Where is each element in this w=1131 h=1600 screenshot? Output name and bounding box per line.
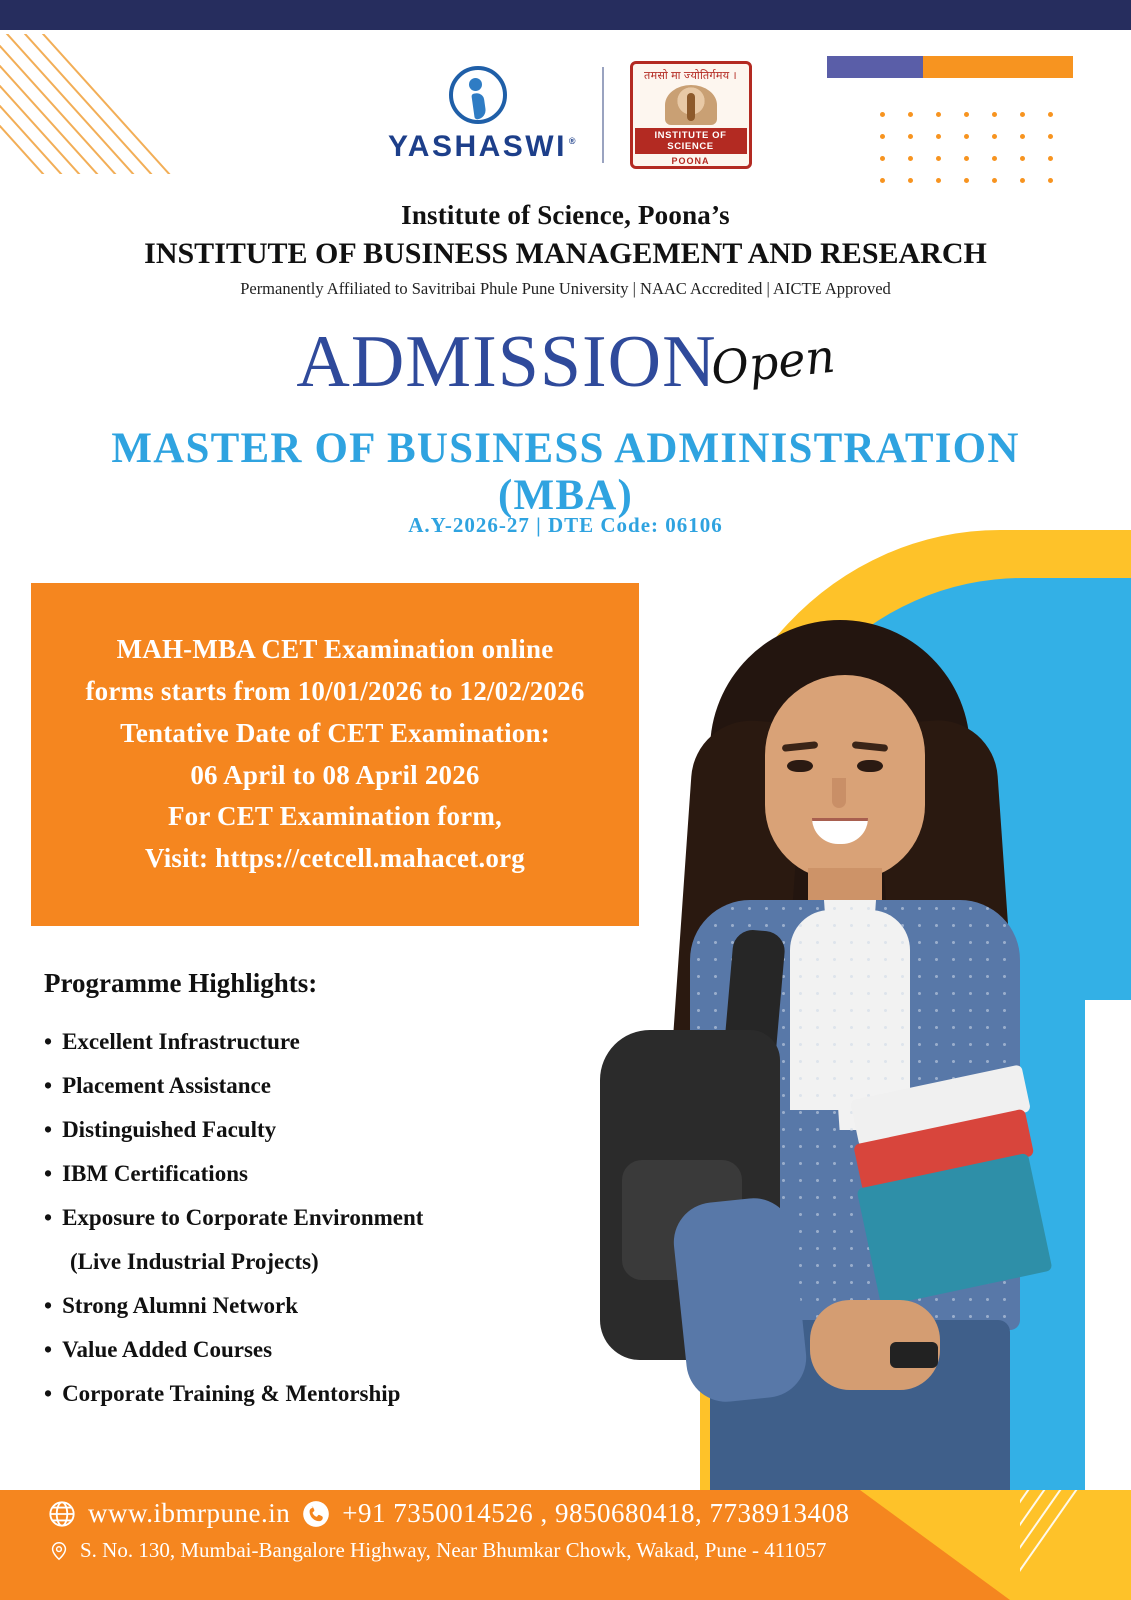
list-item-label: Excellent Infrastructure [62, 1029, 300, 1054]
list-item [44, 1030, 604, 1053]
footer-phones[interactable]: +91 7350014526 , 9850680418, 7738913408 [342, 1498, 850, 1528]
list-item [44, 1338, 604, 1361]
bullet-icon: • [44, 1117, 53, 1142]
bullet-icon: • [44, 1029, 53, 1054]
cet-line-1: MAH-MBA CET Examination online [116, 633, 554, 664]
programme-title-line2: (MBA) [498, 472, 633, 520]
list-item [44, 1074, 604, 1097]
list-item-label: Exposure to Corporate Environment [62, 1205, 424, 1230]
yashaswi-mark-icon [449, 66, 507, 124]
institute-motto-devanagari: तमसो मा ज्योतिर्गमय । [644, 70, 737, 82]
footer-contact [48, 1498, 849, 1563]
list-item-label: Strong Alumni Network [62, 1293, 299, 1318]
list-item-label: Placement Assistance [62, 1073, 271, 1098]
list-item [44, 1294, 604, 1317]
list-item-label: Distinguished Faculty [62, 1117, 277, 1142]
globe-icon [48, 1500, 76, 1528]
list-item-label: Value Added Courses [62, 1337, 273, 1362]
logo-row [0, 55, 1131, 175]
institute-heading [0, 200, 1131, 299]
bullet-icon: • [44, 1337, 53, 1362]
top-navy-bar [0, 0, 1131, 30]
institute-of-science-logo [630, 61, 752, 169]
cet-line-6[interactable]: Visit: https://cetcell.mahacet.org [145, 843, 525, 874]
institute-parent-name: Institute of Science, Poona’s [401, 200, 730, 230]
list-item [44, 1162, 604, 1185]
cet-line-2: forms starts from 10/01/2026 to 12/02/2026 [85, 675, 585, 706]
admission-word: ADMISSION [296, 321, 717, 403]
student-photo [560, 600, 1120, 1520]
cet-info-box [31, 583, 639, 926]
list-item [44, 1206, 604, 1229]
programme-title-line1: MASTER OF BUSINESS ADMINISTRATION [111, 425, 1020, 472]
programme-highlights-title: Programme Highlights: [44, 968, 318, 998]
logo-divider [602, 67, 604, 163]
yashaswi-wordmark: YASHASWI ® [388, 130, 578, 163]
academic-year-dte-code: A.Y-2026-27 | DTE Code: 06106 [408, 513, 723, 537]
phone-icon [302, 1500, 330, 1528]
yashaswi-logo [380, 66, 576, 164]
programme-title [0, 425, 1131, 520]
list-item-label: IBM Certifications [62, 1161, 248, 1186]
institute-logo-city: POONA [671, 156, 710, 166]
cet-line-5: For CET Examination form, [167, 801, 502, 832]
location-pin-icon [48, 1540, 70, 1562]
list-item [44, 1118, 604, 1141]
programme-highlights-list [44, 1030, 604, 1426]
cet-line-3: Tentative Date of CET Examination: [120, 717, 550, 748]
list-item [44, 1382, 604, 1405]
footer-address: S. No. 130, Mumbai-Bangalore Highway, Near Bhumkar Chowk, Wakad, Pune - 411057 [80, 1538, 827, 1562]
bullet-icon: • [44, 1205, 53, 1230]
footer-decorative-stripes [1020, 1490, 1130, 1600]
bullet-icon: • [44, 1381, 53, 1406]
bullet-icon: • [44, 1161, 53, 1186]
cet-line-4: 06 April to 08 April 2026 [190, 759, 480, 790]
institute-name: INSTITUTE OF BUSINESS MANAGEMENT AND RESEARCH [144, 237, 987, 270]
institute-affiliations: Permanently Affiliated to Savitribai Phule Pune University | NAAC Accredited | AICTE Approved [240, 279, 891, 298]
list-item-label: Corporate Training & Mentorship [62, 1381, 401, 1406]
list-item [44, 1250, 604, 1273]
registered-trademark-icon: ® [568, 136, 578, 146]
bullet-icon: • [44, 1293, 53, 1318]
admission-headline [0, 321, 1131, 403]
bullet-icon: • [44, 1073, 53, 1098]
list-item-label: (Live Industrial Projects) [70, 1249, 319, 1274]
institute-logo-band: INSTITUTE OF SCIENCE [635, 128, 747, 154]
open-word: Open [708, 328, 838, 396]
footer-website[interactable]: www.ibmrpune.in [88, 1498, 291, 1528]
institute-crest-icon [665, 85, 717, 125]
